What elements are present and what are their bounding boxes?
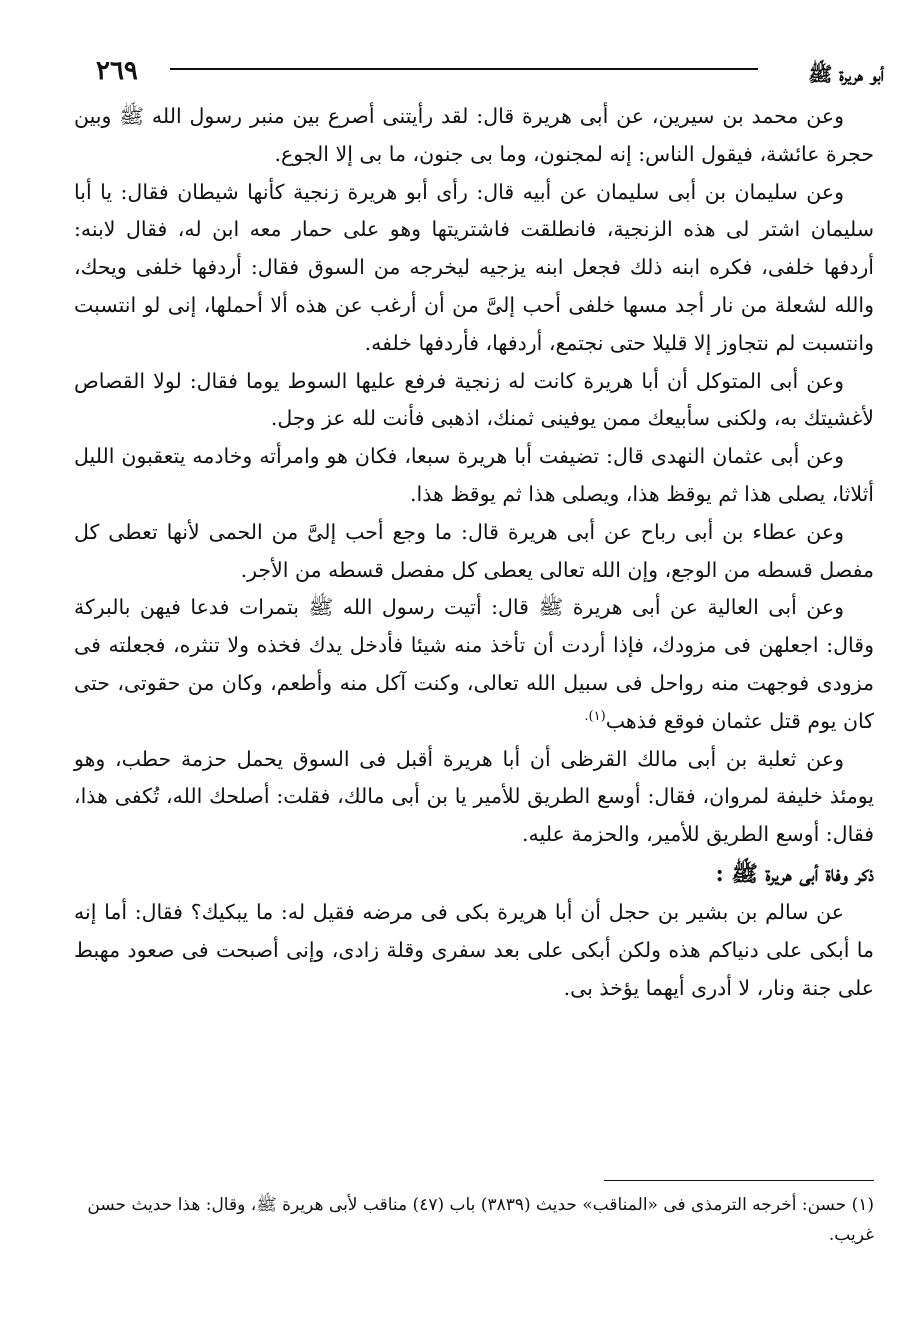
paragraph: وعن محمد بن سيرين، عن أبى هريرة قال: لقد رأيتنى أصرع بين منبر رسول الله ﷺ وبين حجرة عائشة، فيقول الناس: إنه لمجنون، وما بى جنون، ما بى إلا الجوع. [74,104,874,166]
page-number: ٢٦٩ [96,56,138,86]
section-heading: ذكر وفاة أبى هريرة ﷺ : [715,860,874,887]
page-header [96,56,884,96]
paragraph: وعن أبى عثمان النهدى قال: تضيفت أبا هريرة سبعا، فكان هو وامرأته وخادمه يتعقبون الليل أثلاثا، يصلى هذا ثم يوقظ هذا، ويصلى هذا ثم يوقظ هذا. [74,444,874,506]
paragraph: وعن عطاء بن أبى رباح عن أبى هريرة قال: ما وجع أحب إلىَّ من الحمى لأنها تعطى كل مفصل قسطه من الوجع، وإن الله تعالى يعطى كل مفصل قسطه من الأجر. [74,519,874,582]
running-title: أبو هريرة ﷺ [808,62,884,86]
paragraph: وعن أبى المتوكل أن أبا هريرة كانت له زنجية فرفع عليها السوط يوما فقال: لولا القصاص لأغشيتك به، ولكنى سأبيعك ممن يوفينى ثمنك، اذهبى فأنت لله عز وجل. [74,368,874,431]
paragraph: وعن ثعلبة بن أبى مالك القرظى أن أبا هريرة أقبل فى السوق يحمل حزمة حطب، وهو يومئذ خليفة لمروان، فقال: أوسع الطريق للأمير يا بن أبى مالك، فقلت: أصلحك الله، تُكفى هذا، فقال: أوسع الطريق للأمير، والحزمة عليه. [74,746,874,847]
paragraph: وعن سليمان بن أبى سليمان عن أبيه قال: رأى أبو هريرة زنجية كأنها شيطان فقال: يا أبا سليمان اشتر لى هذه الزنجية، فانطلقت فاشتريتها وهو على حمار معه ابن له، فقال لابنه: أردفها خلفى، فكره ابنه ذلك فجعل ابنه يزجيه ليخرجه من السوق فقال: أردفها خلفى ويحك، والله لشعلة من نار أجد مسها خلفى أحب إلىَّ من أن أرغب عن هذه ألا أحملها، إنى لو انتسبت وانتسبت لم نتجاوز إلا قليلا حتى نجتمع، أردفها، فأردفها خلفه. [74,179,874,355]
footnote: (١) حسن: أخرجه الترمذى فى «المناقب» حديث (٣٨٣٩) باب (٤٧) مناقب لأبى هريرة ﷺ، وقال: هذا حديث حسن غريب. [87,1195,874,1245]
main-text [74,98,874,1007]
paragraph-with-footnote [74,589,874,740]
footnote-separator [604,1180,874,1181]
header-rule [170,68,758,70]
section-paragraph: عن سالم بن بشير بن حجل أن أبا هريرة بكى فى مرضه فقيل له: ما يبكيك؟ فقال: أما إنه ما أبكى على دنياكم هذه ولكن أبكى على بعد سفرى وقلة زادى، وإنى أصبحت فى صعود مهبط على جنة ونار، لا أدرى أيهما يؤخذ بى. [74,899,874,1000]
footnotes [54,1190,874,1250]
paragraph-text: وعن أبى العالية عن أبى هريرة ﷺ قال: أتيت رسول الله ﷺ بتمرات فدعا فيهن بالبركة وقال: اجعلهن فى مزودك، فإذا أردت أن تأخذ منه شيئا فأدخل يدك فخذه ولا تنثره، فجعلته فى مزودى فوجهت منه رواحل فى سبيل الله تعالى، وكنت آكل منه وأطعم، وكان من حقوتى، حتى كان يوم قتل عثمان فوقع فذهب [74,595,874,733]
footnote-reference: (١). [584,708,606,724]
